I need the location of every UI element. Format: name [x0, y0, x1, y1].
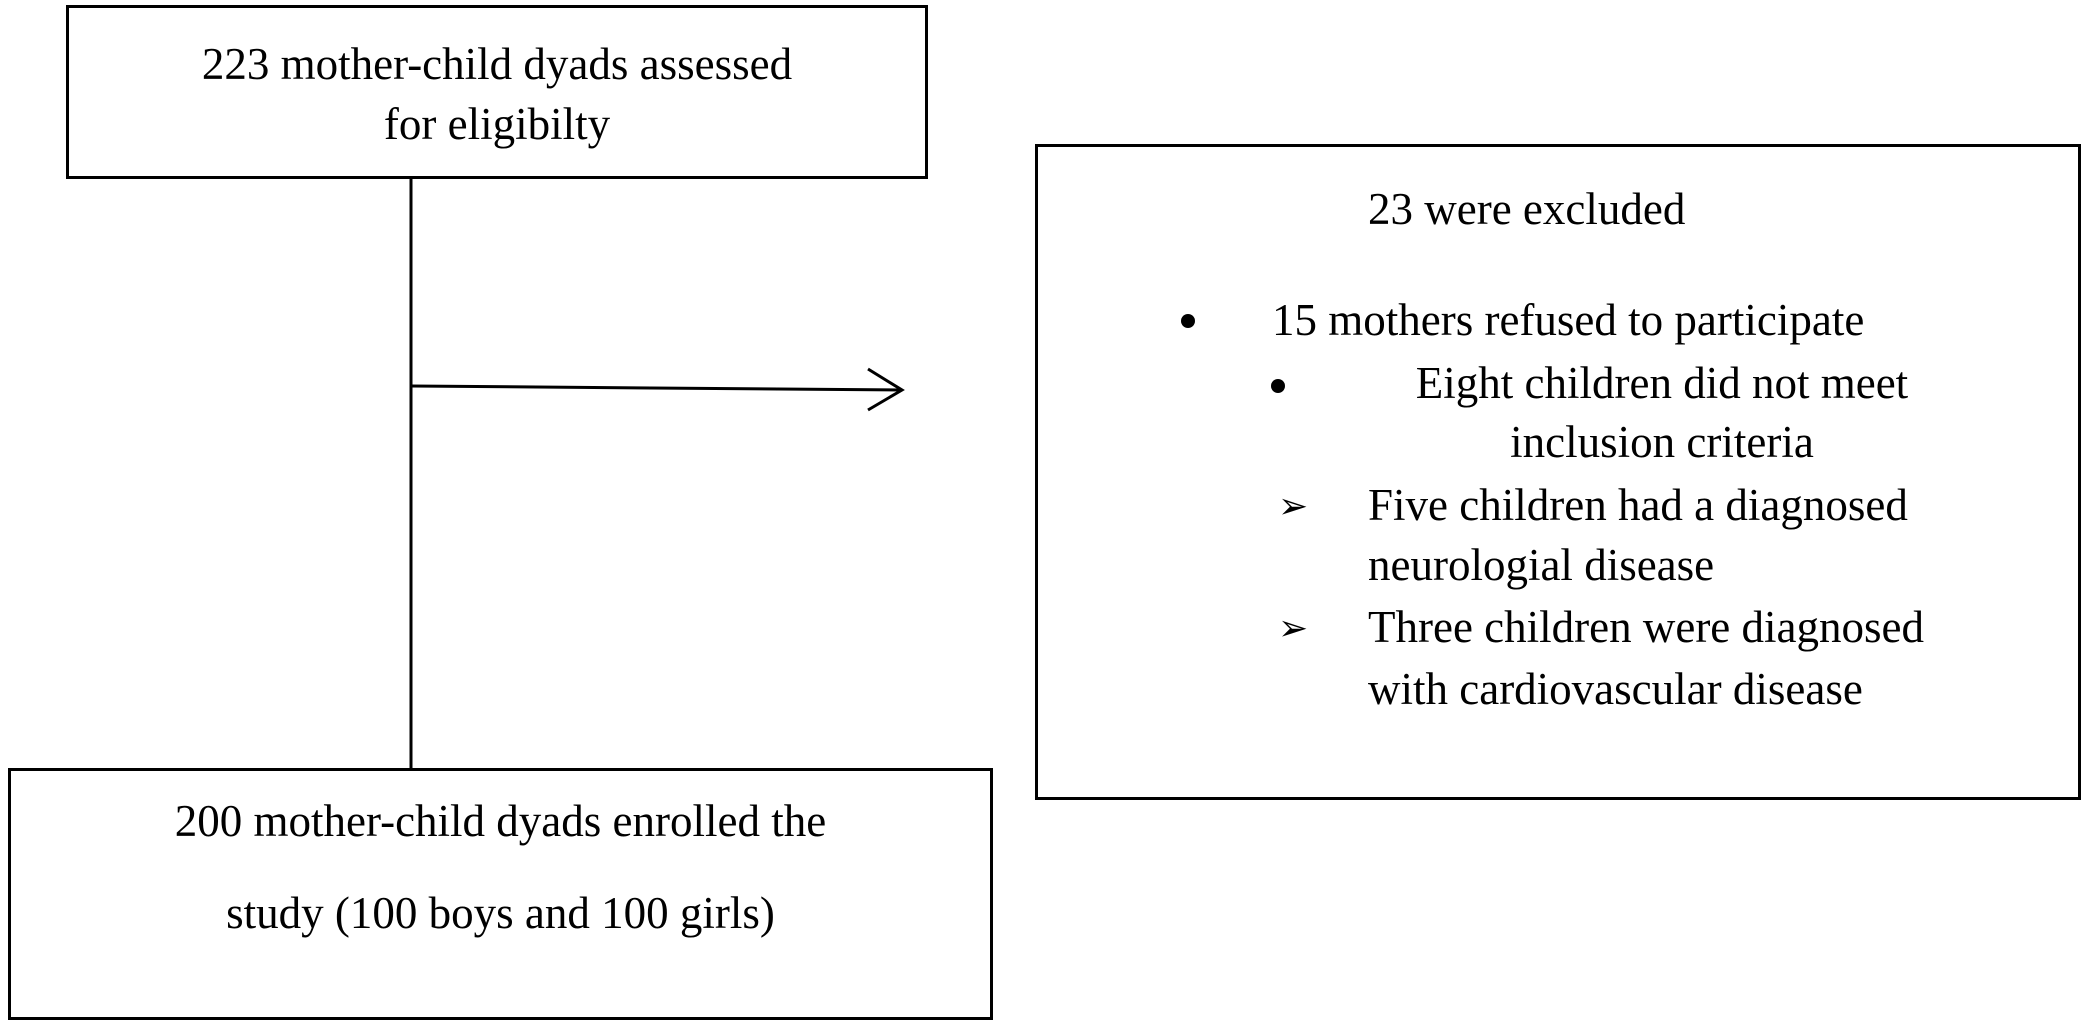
exclusion-arrow-line	[411, 386, 902, 390]
eligibility-line-2: for eligibilty	[383, 99, 611, 149]
exclusion-subitem-cardiovascular-line-1: Three children were diagnosed	[1368, 602, 1924, 652]
exclusion-box	[1035, 144, 2081, 800]
exclusion-item-inclusion-line-2: inclusion criteria	[1510, 417, 1814, 467]
exclusion-subitem-neurological-line-1: Five children had a diagnosed	[1368, 480, 1908, 530]
exclusion-item-inclusion-line-1: Eight children did not meet	[1415, 358, 1909, 408]
bullet-dot-icon	[1181, 314, 1195, 328]
bullet-dot-icon	[1271, 379, 1285, 393]
exclusion-title: 23 were excluded	[1368, 184, 1686, 234]
exclusion-subitem-neurological-line-2: neurologial disease	[1368, 540, 1715, 590]
enrolled-line-2: study (100 boys and 100 girls)	[226, 888, 775, 938]
eligibility-assessed-box	[66, 5, 928, 179]
exclusion-subitem-cardiovascular-line-2: with cardiovascular disease	[1368, 664, 1863, 714]
exclusion-item-mothers-refused: 15 mothers refused to participate	[1272, 295, 1865, 345]
enrolled-box	[8, 768, 993, 1020]
eligibility-line-1: 223 mother-child dyads assessed	[201, 39, 793, 89]
exclusion-arrowhead-icon	[868, 369, 902, 410]
arrowhead-right-icon: ➢	[1278, 608, 1309, 649]
arrowhead-right-icon: ➢	[1278, 486, 1309, 527]
enrolled-line-1: 200 mother-child dyads enrolled the	[174, 796, 827, 846]
